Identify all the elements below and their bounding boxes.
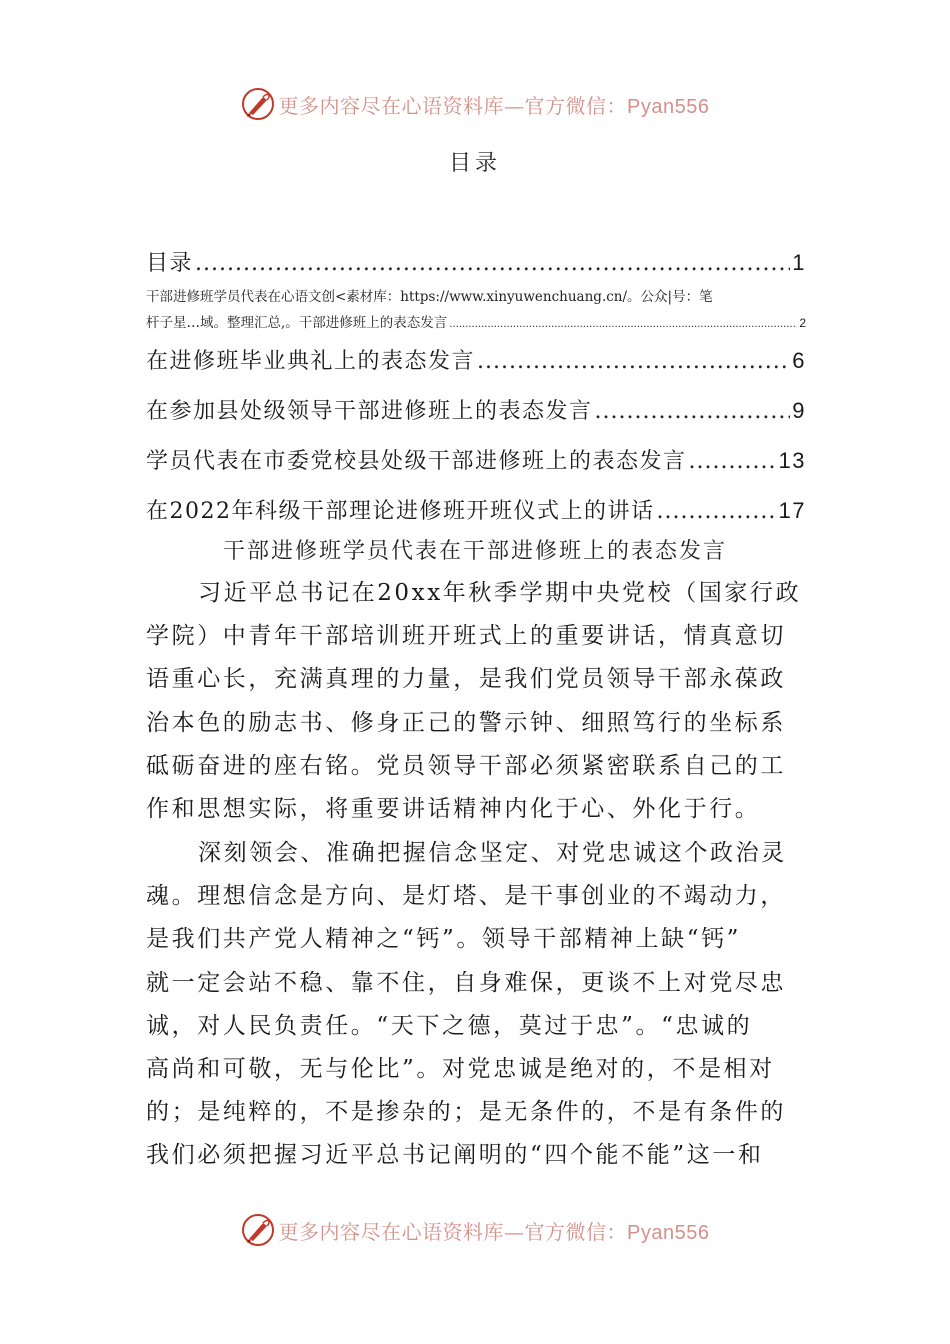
toc-entry-page: 13 bbox=[778, 448, 806, 473]
toc-entry-title: 在2022年科级干部理论进修班开班仪式上的讲话 bbox=[146, 499, 655, 524]
watermark-banner-top bbox=[0, 84, 950, 124]
toc-entry-page: 9 bbox=[792, 398, 806, 423]
body-paragraph bbox=[146, 572, 806, 831]
toc-leader-dots bbox=[195, 251, 790, 276]
toc-entry-title: 目录 bbox=[146, 251, 194, 276]
toc-entry[interactable] bbox=[146, 394, 806, 425]
toc-entry[interactable] bbox=[146, 494, 806, 525]
paragraph-line: 的；是纯粹的，不是掺杂的；是无条件的，不是有条件的 bbox=[146, 1099, 786, 1126]
toc-entry-title-continued: 杆子星…域。整理汇总,。干部进修班上的表态发言 bbox=[146, 315, 448, 331]
paragraph-line: 高尚和可敬，无与伦比”。对党忠诚是绝对的，不是相对 bbox=[146, 1055, 775, 1082]
body-paragraph bbox=[146, 832, 806, 1178]
paragraph-line: 砥砺奋进的座右铭。党员领导干部必须紧密联系自己的工 bbox=[146, 752, 786, 779]
document-title: 目录 bbox=[448, 151, 501, 176]
toc-leader-dots bbox=[477, 349, 790, 374]
toc-leader-dots bbox=[449, 312, 797, 338]
paragraph-line: 学院）中青年干部培训班开班式上的重要讲话，情真意切 bbox=[146, 623, 786, 650]
toc-leader-dots bbox=[657, 499, 777, 524]
toc-entry[interactable] bbox=[146, 284, 806, 338]
paragraph-line: 深刻领会、准确把握信念坚定、对党忠诚这个政治灵 bbox=[198, 840, 787, 866]
paragraph-line: 语重心长，充满真理的力量，是我们党员领导干部永葆政 bbox=[146, 666, 786, 693]
toc-entry-title: 干部进修班学员代表在心语文创<素材库：https://www.xinyuwenchuang.cn/。公众|号：笔 bbox=[146, 289, 713, 305]
toc-entry-title: 学员代表在市委党校县处级干部进修班上的表态发言 bbox=[146, 449, 687, 474]
watermark-banner-bottom bbox=[0, 1210, 950, 1250]
toc-entry-title: 在参加县处级领导干部进修班上的表态发言 bbox=[146, 399, 593, 424]
paragraph-line: 作和思想实际，将重要讲话精神内化于心、外化于行。 bbox=[146, 795, 761, 822]
toc-entry-page: 2 bbox=[799, 316, 806, 330]
toc-entry-page: 17 bbox=[778, 498, 806, 523]
watermark-text: 更多内容尽在心语资料库—官方微信：Pyan556 bbox=[278, 93, 710, 118]
toc-entry[interactable] bbox=[146, 444, 806, 475]
toc-leader-dots bbox=[595, 399, 791, 424]
toc-entry-title: 在进修班毕业典礼上的表态发言 bbox=[146, 349, 476, 374]
watermark-text: 更多内容尽在心语资料库—官方微信：Pyan556 bbox=[278, 1219, 710, 1244]
paragraph-line: 我们必须把握习近平总书记阐明的“四个能不能”这一和 bbox=[146, 1142, 764, 1169]
toc-entry-page: 6 bbox=[792, 348, 806, 373]
paragraph-line: 魂。理想信念是方向、是灯塔、是干事创业的不竭动力， bbox=[146, 883, 786, 910]
pen-logo-icon bbox=[241, 1213, 275, 1247]
paragraph-line: 习近平总书记在20xx年秋季学期中央党校（国家行政 bbox=[198, 580, 802, 606]
toc-leader-dots bbox=[689, 449, 777, 474]
section-title: 干部进修班学员代表在干部进修班上的表态发言 bbox=[222, 539, 727, 564]
paragraph-line: 就一定会站不稳、靠不住，自身难保，更谈不上对党尽忠 bbox=[146, 969, 786, 996]
paragraph-line: 诚，对人民负责任。“天下之德，莫过于忠”。“忠诚的 bbox=[146, 1012, 753, 1039]
toc-entry[interactable] bbox=[146, 344, 806, 375]
toc-entry-page: 1 bbox=[792, 250, 806, 275]
toc-entry[interactable] bbox=[146, 246, 806, 277]
paragraph-line: 是我们共产党人精神之“钙”。领导干部精神上缺“钙” bbox=[146, 926, 742, 953]
paragraph-line: 治本色的励志书、修身正己的警示钟、细照笃行的坐标系 bbox=[146, 709, 786, 736]
pen-logo-icon bbox=[241, 87, 275, 121]
